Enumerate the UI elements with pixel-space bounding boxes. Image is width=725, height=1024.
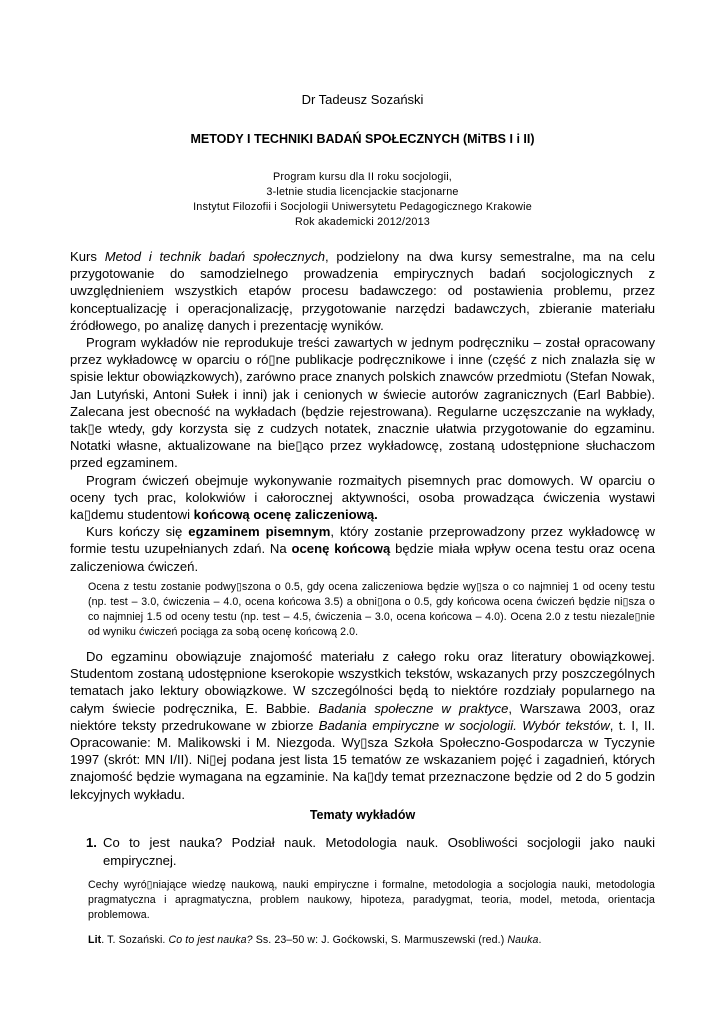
topics-heading: Tematy wykładów [309,808,416,822]
topic-description: Cechy wyró▯niające wiedzę naukową, nauki empiryczne i formalne, metodologia a socjologia nauki, metodologia pragmatyczna i apragmatyczna, problem naukowy, hipoteza, paradygmat, teoria, model, metoda, orientacja problemowa. [88,879,655,921]
author-name: Dr Tadeusz Sozański [301,92,424,107]
course-title: METODY I TECHNIKI BADAŃ SPOŁECZNYCH (MiTBS I i II) [190,132,535,146]
topic-title: Co to jest nauka? Podział nauk. Metodologia nauk. Osobliwości socjologii jako nauki empirycznej. [103,835,655,868]
paragraph-exercises: Program ćwiczeń obejmuje wykonywanie rozmaitych pisemnych prac domowych. W oparciu o oceny tych prac, kolokwiów i całorocznej aktywności, osoba prowadząca ćwiczenia wystawi ka▯demu studentowi końcową ocenę zaliczeniową. [70,472,655,523]
meta-line: Program kursu dla II roku socjologii, [272,171,453,183]
main-text [70,248,655,575]
paragraph-lectures: Program wykładów nie reprodukuje treści zawartych w jednym podręczniku – został opracowany przez wykładowcę w oparciu o ró▯ne publikacje podręcznikowe i inne (część z nich znalazła się w spisie lektur obowiązkowych), zarówno prace znanych polskich znawców przedmiotu (Stefan Nowak, Jan Lutyński, Antoni Sułek i inni) jak i cenionych w świecie autorów zagranicznych (Earl Babbie). Zalecana jest obecność na wykładach (będzie rejestrowana). Regularne uczęszczanie na wykłady, tak▯e wtedy, gdy korzysta się z cudzych notatek, znacznie ułatwia przygotowanie do egzaminu. Notatki własne, aktualizowane na bie▯ąco przez wykładowcę, zostaną udostępnione słuchaczom przed egzaminem. [70,335,655,471]
meta-line: Instytut Filozofii i Socjologii Uniwersytetu Pedagogicznego Krakowie [193,201,532,213]
course-meta [0,170,725,230]
main-text-2 [70,648,655,803]
topic-number: 1. [86,835,97,850]
meta-line: Rok akademicki 2012/2013 [294,216,431,228]
paragraph-course-intro: Kurs Metod i technik badań społecznych, podzielony na dwa kursy semestralne, ma na celu przygotowanie do samodzielnego prowadzenia empirycznych badań socjologicznych z uwzględnieniem wszystkich etapów procesu badawczego: od postawienia problemu, przez konceptualizację i operacjonalizację, przygotowanie narzędzi badawczych, zbieranie materiału źródłowego, po analizę danych i prezentację wyników. [70,249,656,333]
topic-literature: Lit. T. Sozański. Co to jest nauka? Ss. 23–50 w: J. Goćkowski, S. Marmuszewski (red.) Nauka. [88,934,542,946]
meta-line: 3-letnie studia licencjackie stacjonarne [266,186,459,198]
grading-note: Ocena z testu zostanie podwy▯szona o 0.5, gdy ocena zaliczeniowa będzie wy▯sza o co najmniej 1 od oceny testu (np. test – 3.0, ćwiczenia – 4.0, ocena końcowa 3.5) a obni▯ona o 0.5, gdy końcowa ocena ćwiczeń będzie ni▯sza o co najmniej 1.5 od oceny testu (np. test – 4.5, ćwiczenia – 3.0, ocena końcowa – 4.0). Ocena 2.0 z testu niezale▯nie od wyniku ćwiczeń pociąga za sobą ocenę końcową 2.0. [88,581,655,638]
paragraph-exam: Kurs kończy się egzaminem pisemnym, który zostanie przeprowadzony przez wykładowcę w formie testu uzupełnianych zdań. Na ocenę końcową będzie miała wpływ ocena testu oraz ocena zaliczeniowa ćwiczeń. [70,524,656,574]
paragraph-exam-scope: Do egzaminu obowiązuje znajomość materiału z całego roku oraz literatury obowiązkowej. Studentom zostaną udostępnione kserokopie wszystkich tekstów, wskazanych przy poszczególnych tematach jako lektury obowiązkowe. W szczególności będą to niektóre rozdziały popularnego na całym świecie podręcznika, E. Babbie. Badania społeczne w praktyce, Warszawa 2003, oraz niektóre teksty przedrukowane w zbiorze Badania empiryczne w socjologii. Wybór tekstów, t. I, II. Opracowanie: M. Malikowski i M. Niezgoda. Wy▯sza Szkoła Społeczno-Gospodarcza w Tyczynie 1997 (skrót: MN I/II). Ni▯ej podana jest lista 15 tematów ze wskazaniem pojęć i zagadnień, których znajomość będzie wymagana na egzaminie. Na ka▯dy temat przeznaczone będzie od 2 do 5 godzin lekcyjnych wykładu. [70,649,655,802]
topic-item [86,834,655,870]
